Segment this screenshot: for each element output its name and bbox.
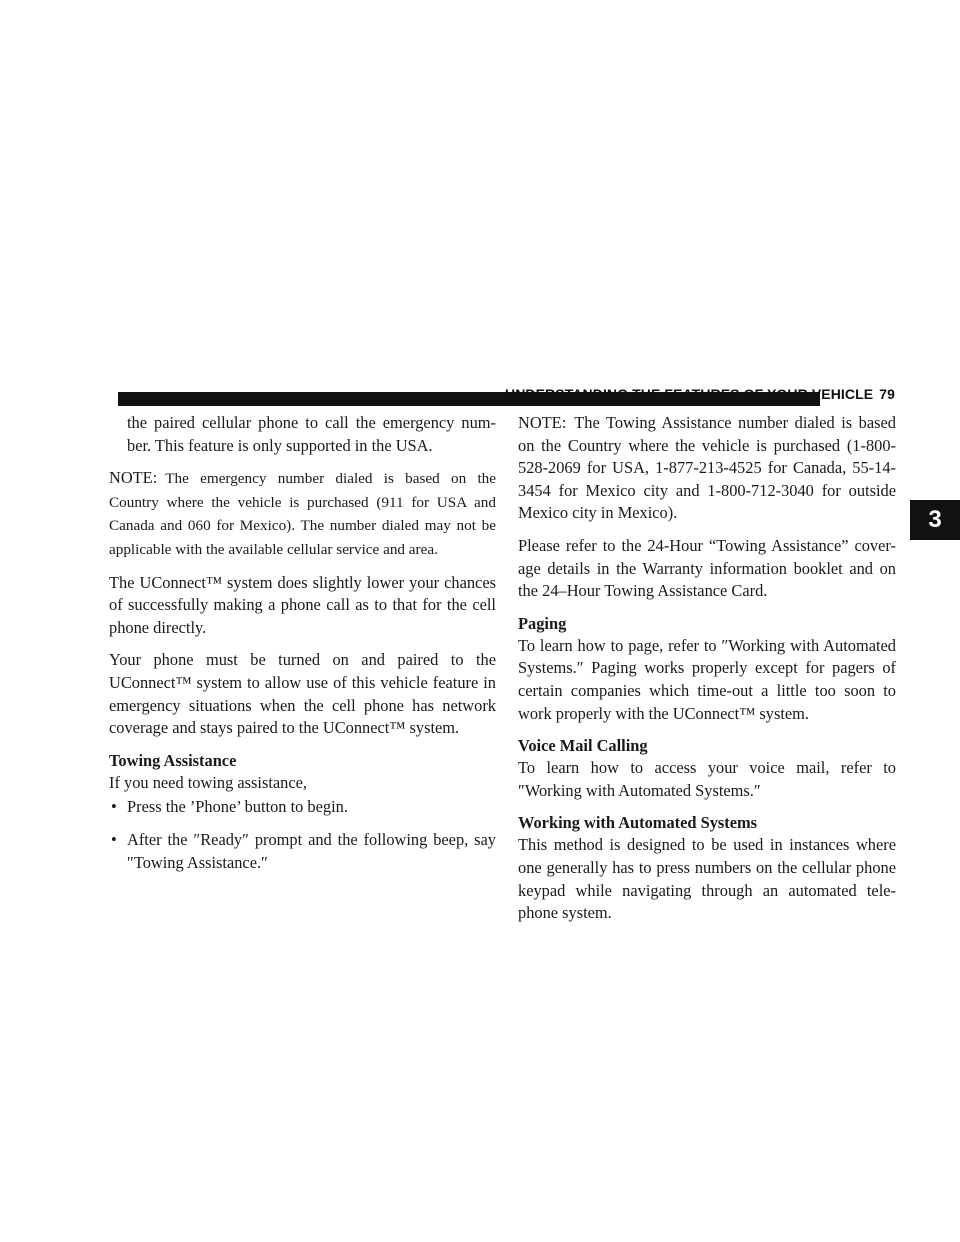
note-towing bbox=[518, 412, 896, 525]
paragraph-coverage: Please refer to the 24-Hour “Towing Assistance” cover-age details in the Warranty information booklet and on the 24–Hour Towing Assistance Card. bbox=[518, 535, 896, 601]
towing-heading: Towing Assistance bbox=[109, 750, 237, 770]
continued-paragraph: the paired cellular phone to call the emergency num-ber. This feature is only supported in the USA. bbox=[127, 413, 496, 455]
chapter-tab: 3 bbox=[910, 500, 960, 540]
list-item bbox=[109, 796, 496, 819]
note-label: NOTE: bbox=[518, 413, 567, 432]
note-text: The emergency number dialed is based on the Country where the vehicle is purchased (911 for USA and Canada and 060 for Mexico). The number dialed may not be applicable with the available cellular service and area. bbox=[109, 470, 496, 558]
note-label: NOTE: bbox=[109, 468, 158, 488]
paragraph-pairing: Your phone must be turned on and paired to the UConnect™ system to allow use of this vehicle feature in emergency situations when the cell phone has network coverage and stays paired to the UConnect™ system. bbox=[109, 650, 496, 738]
note-emergency bbox=[109, 467, 496, 561]
paragraph-signal: The UConnect™ system does slightly lower your chances of successfully making a phone call as to that for the cell phone directly. bbox=[109, 572, 496, 637]
left-column bbox=[109, 412, 496, 884]
voicemail-text: To learn how to access your voice mail, refer to ″Working with Automated Systems.″ bbox=[518, 758, 896, 800]
automated-systems-heading: Working with Automated Systems bbox=[518, 813, 758, 833]
automated-systems-text: This method is designed to be used in instances where one generally has to press numbers on the cellular phone keypad while navigating through an automated tele-phone system. bbox=[518, 835, 896, 923]
list-item bbox=[109, 829, 496, 874]
page-number: 79 bbox=[879, 386, 895, 402]
note-text: The Towing Assistance number dialed is based on the Country where the vehicle is purchased (1-800-528-2069 for USA, 1-877-213-4525 for Canada, 55-14-3454 for Mexico city and 1-800-712-3040 for outside Mexico city in Mexico). bbox=[518, 413, 896, 523]
bullet-icon: • bbox=[111, 829, 117, 849]
voicemail-heading: Voice Mail Calling bbox=[518, 736, 648, 756]
towing-intro: If you need towing assistance, bbox=[109, 772, 308, 792]
header-title: UNDERSTANDING THE FEATURES OF YOUR VEHICLE bbox=[504, 386, 874, 402]
paging-heading: Paging bbox=[518, 613, 567, 633]
bullet-icon: • bbox=[111, 797, 117, 817]
list-item-text: After the ″Ready″ prompt and the following beep, say ″Towing Assistance.″ bbox=[127, 829, 496, 872]
running-header bbox=[0, 386, 895, 402]
list-item-text: Press the ’Phone’ button to begin. bbox=[127, 797, 348, 817]
paging-text: To learn how to page, refer to ″Working with Automated Systems.″ Paging works properly except for pagers of certain companies which time-out a little too soon to work properly with the UConnect™ system. bbox=[518, 635, 896, 723]
right-column bbox=[518, 412, 896, 935]
towing-steps bbox=[109, 796, 496, 874]
